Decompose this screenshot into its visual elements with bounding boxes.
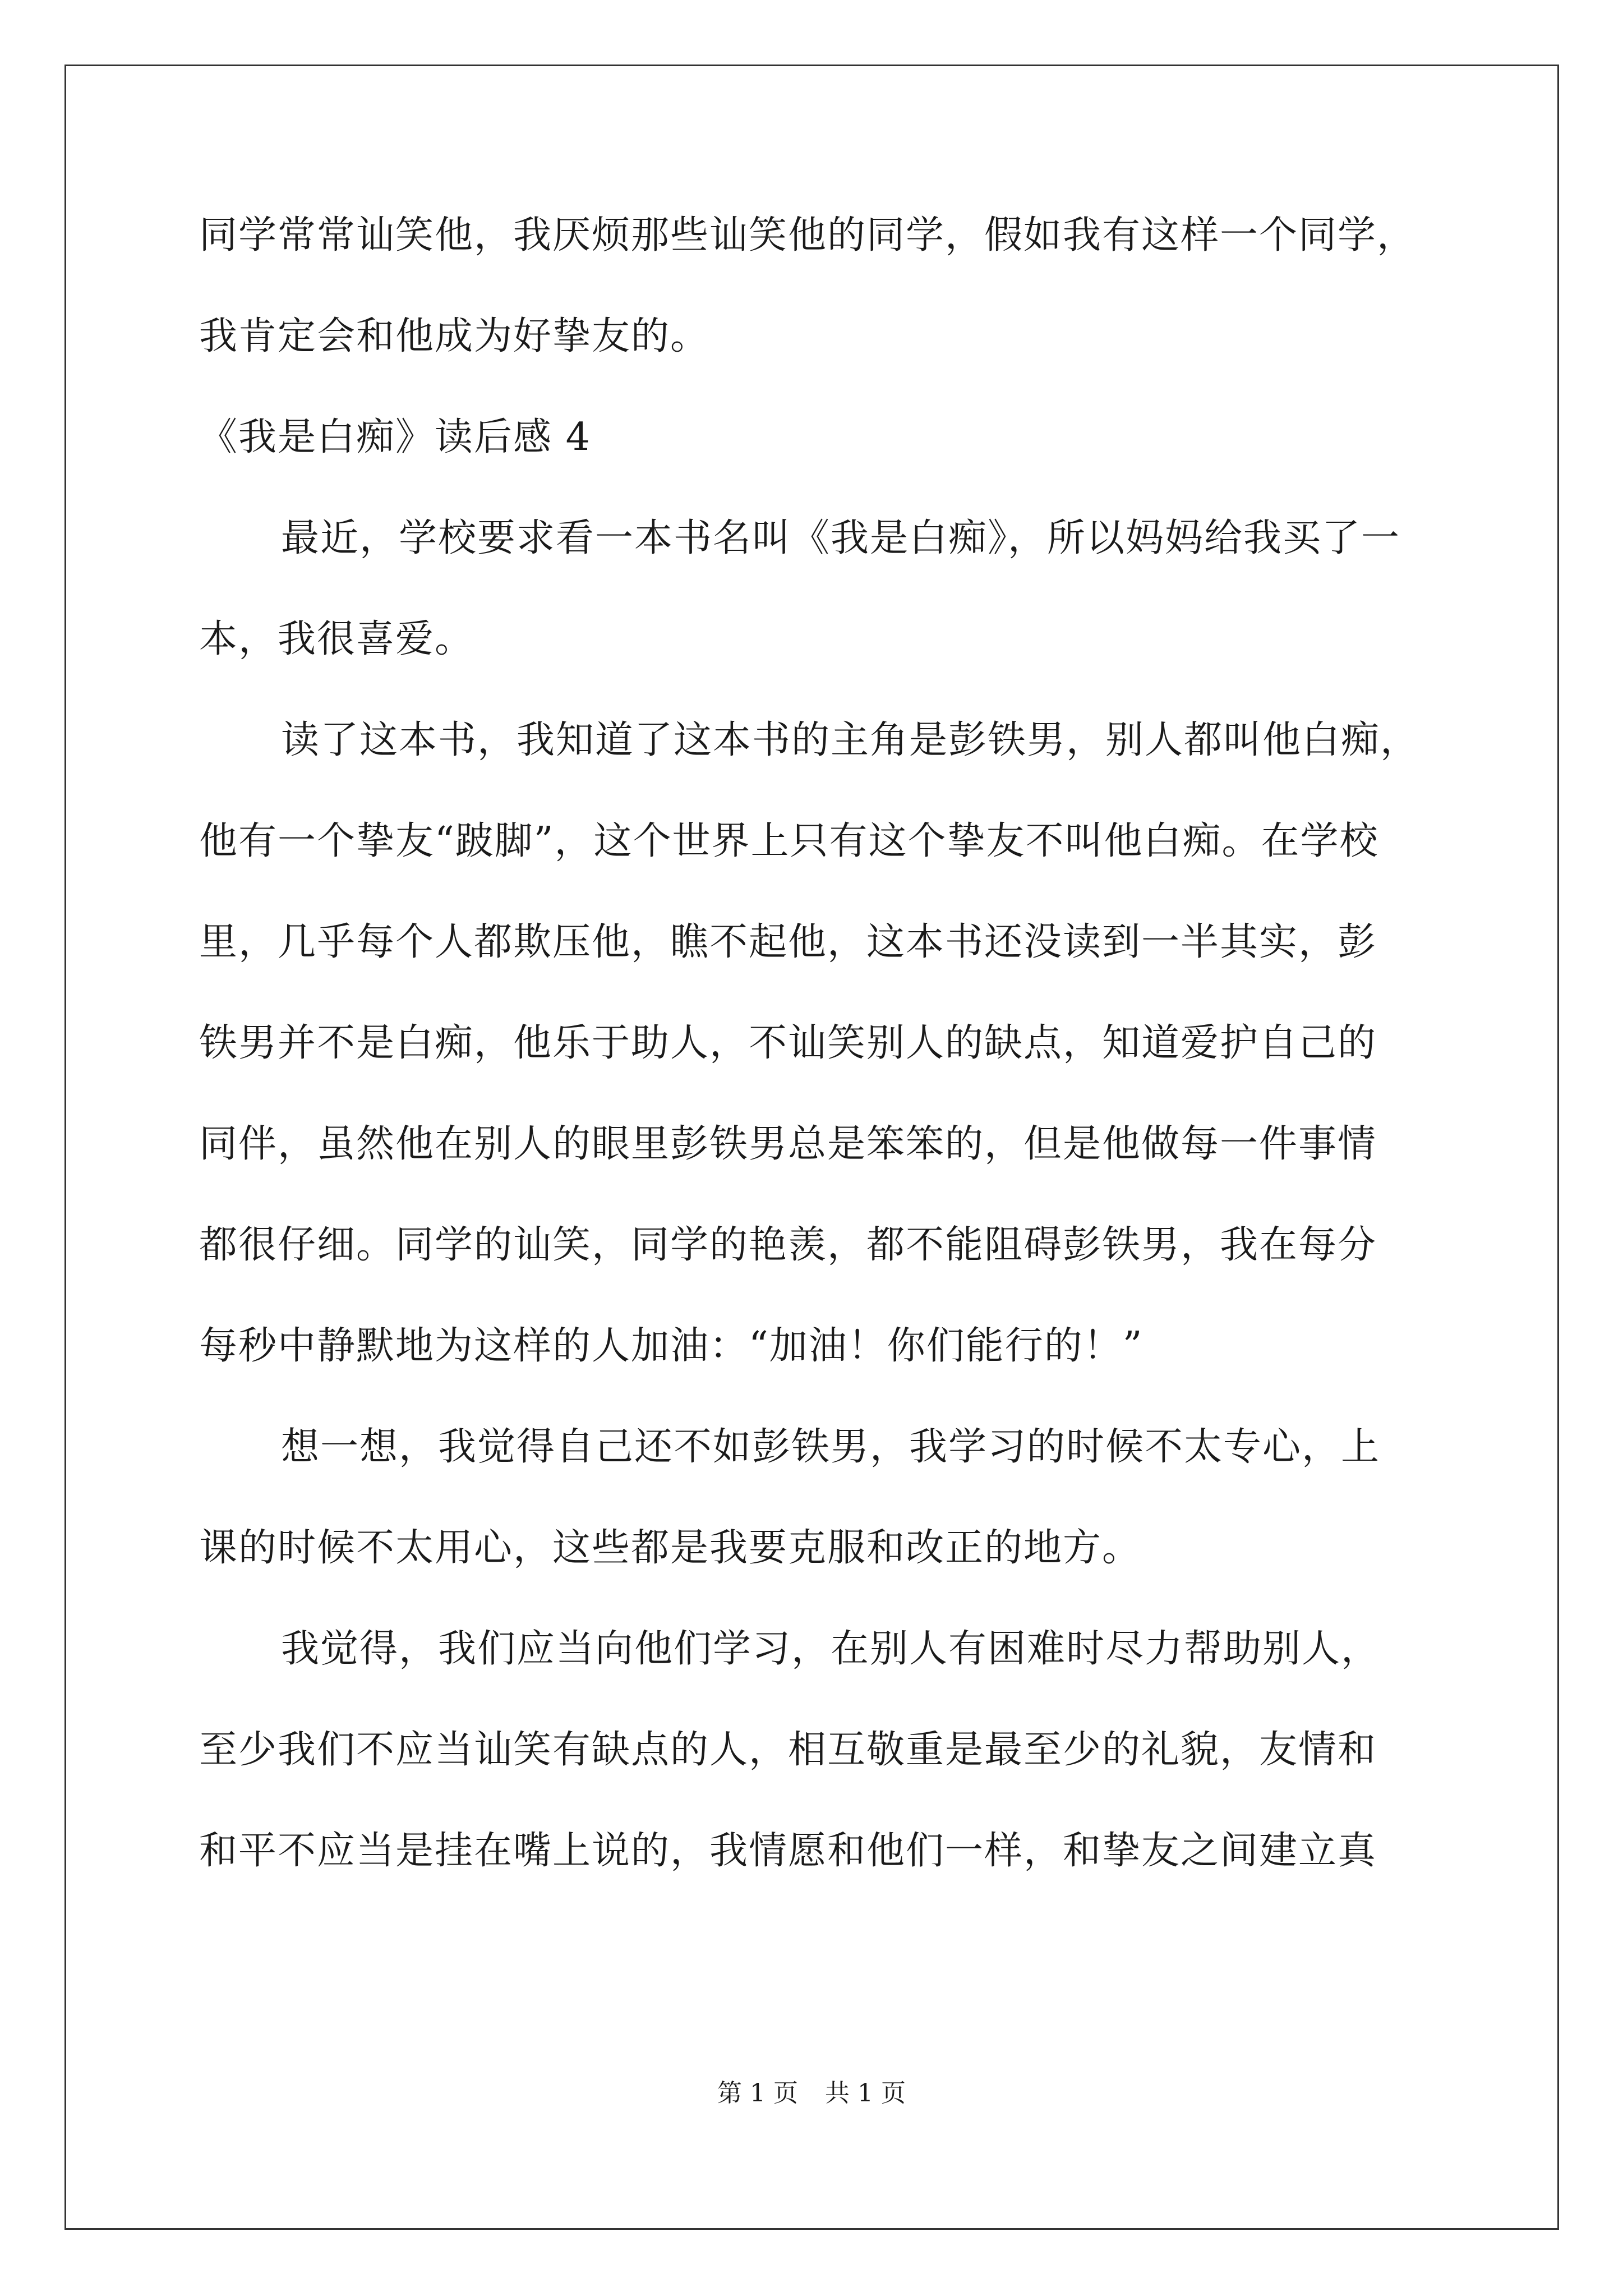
text-line: 课的时候不太用心，这些都是我要克服和改正的地方。: [199, 1526, 1142, 1570]
document-body: [199, 208, 1433, 1879]
section-heading: 《我是白痴》读后感 4: [199, 415, 591, 459]
text-line: 他有一个挚友“跛脚”，这个世界上只有这个挚友不叫他白痴。在学校: [199, 819, 1379, 863]
page-footer: [0, 2077, 1623, 2110]
text-line: 都很仔细。同学的讪笑，同学的艳羡，都不能阻碍彭铁男，我在每分: [199, 1223, 1377, 1267]
text-line: 读了这本书，我知道了这本书的主角是彭铁男，别人都叫他白痴，: [281, 718, 1420, 762]
page-number-current: 第 1 页: [717, 2079, 798, 2108]
text-line: 同伴，虽然他在别人的眼里彭铁男总是笨笨的，但是他做每一件事情: [199, 1122, 1377, 1166]
text-line: 至少我们不应当讪笑有缺点的人，相互敬重是最至少的礼貌，友情和: [199, 1728, 1377, 1772]
text-line: 铁男并不是白痴，他乐于助人，不讪笑别人的缺点，知道爱护自己的: [199, 1021, 1377, 1065]
text-line: 本，我很喜爱。: [199, 617, 474, 661]
text-line: 同学常常讪笑他，我厌烦那些讪笑他的同学，假如我有这样一个同学，: [199, 213, 1417, 257]
text-line: 里，几乎每个人都欺压他，瞧不起他，这本书还没读到一半其实，彭: [199, 920, 1377, 964]
text-line: 想一想，我觉得自己还不如彭铁男，我学习的时候不太专心，上: [281, 1425, 1381, 1469]
text-line: 和平不应当是挂在嘴上说的，我情愿和他们一样，和挚友之间建立真: [199, 1829, 1377, 1873]
text-line: 每秒中静默地为这样的人加油：“加油！你们能行的！”: [199, 1324, 1144, 1368]
text-line: 我肯定会和他成为好挚友的。: [199, 314, 710, 358]
text-line: 我觉得，我们应当向他们学习，在别人有困难时尽力帮助别人，: [281, 1627, 1381, 1671]
page-number-total: 共 1 页: [825, 2079, 906, 2108]
text-line: 最近，学校要求看一本书名叫《我是白痴》，所以妈妈给我买了一: [281, 516, 1401, 560]
